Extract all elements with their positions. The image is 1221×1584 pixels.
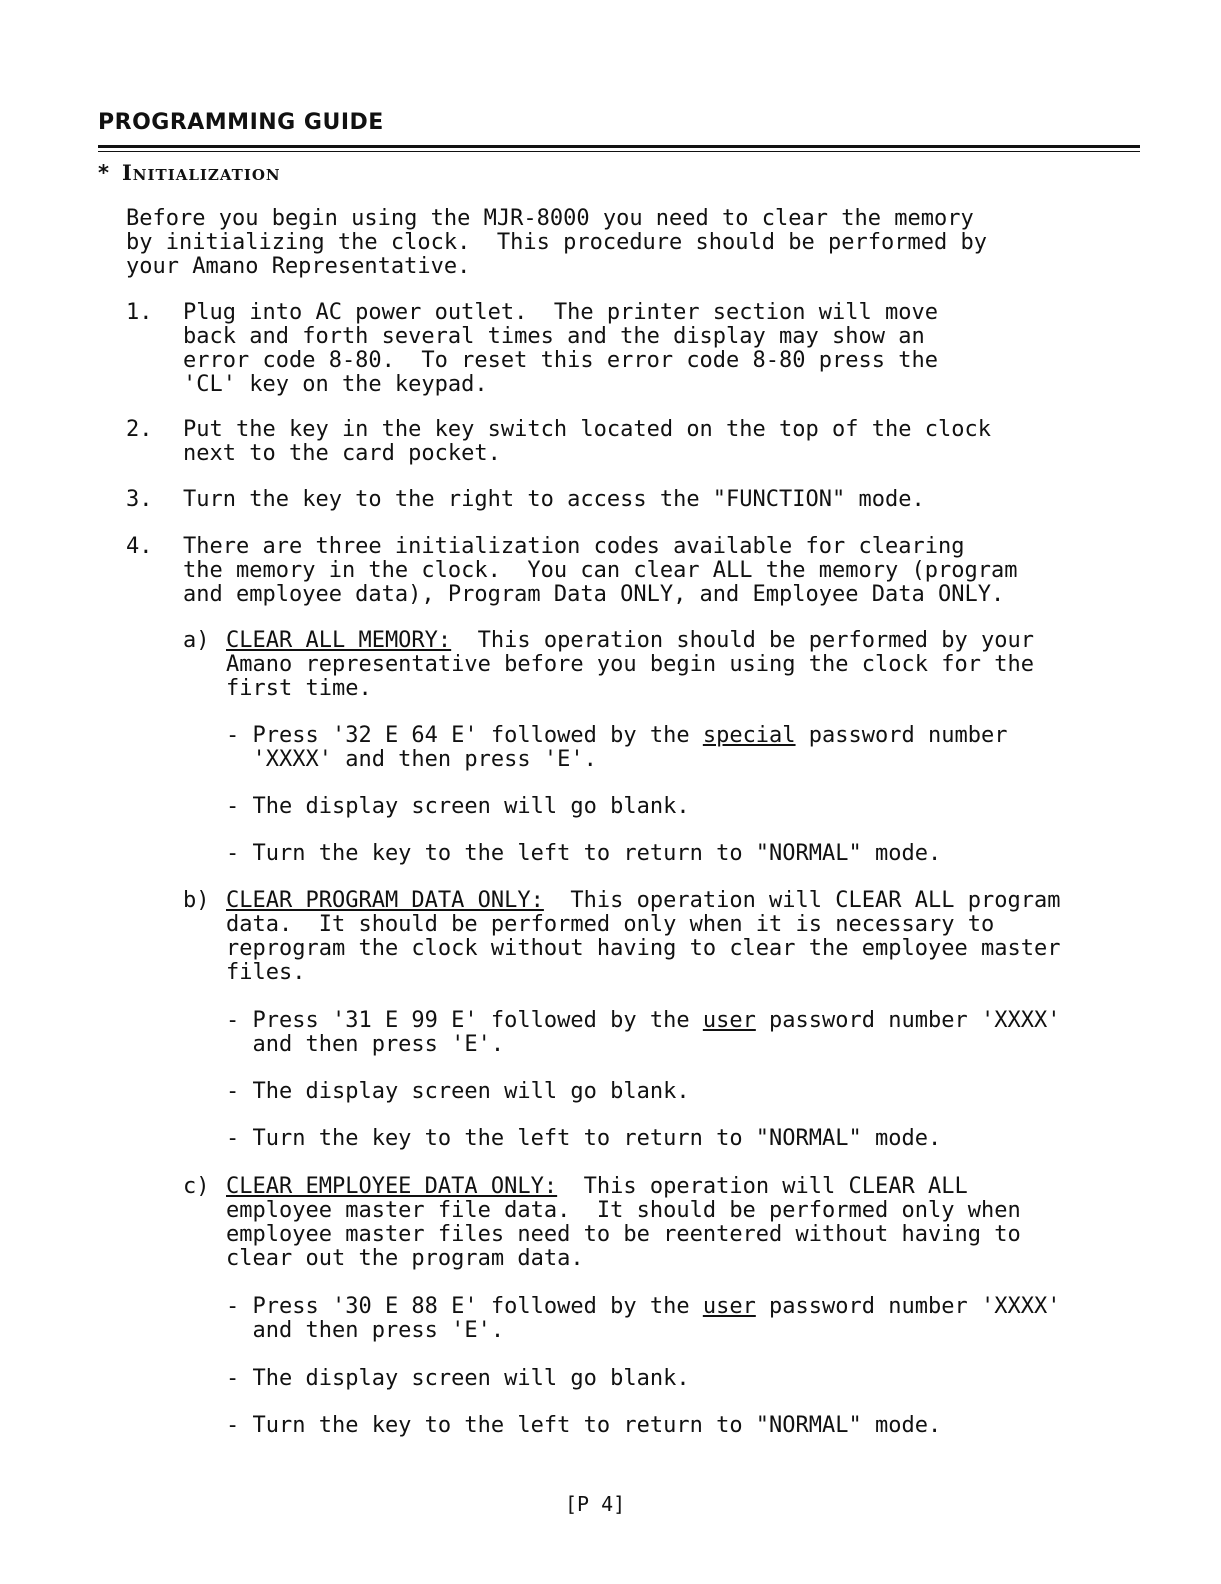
section-heading — [98, 160, 281, 185]
step-1-text — [183, 301, 938, 397]
step-line: and employee data), Program Data ONLY, and Employee Data ONLY. — [183, 582, 1005, 607]
intro-line: Before you begin using the MJR-8000 you need to clear the memory — [126, 206, 974, 231]
option-a-text — [226, 629, 1034, 701]
press-text: password number 'XXXX' — [755, 1294, 1061, 1319]
option-line: clear out the program data. — [226, 1246, 584, 1271]
press-text: password number 'XXXX' — [755, 1008, 1061, 1033]
option-line: first time. — [226, 676, 372, 701]
option-line: employee master files need to be reentered without having to — [226, 1222, 1021, 1247]
step-number: 2. — [126, 417, 153, 442]
page-number: [P 4] — [565, 1492, 626, 1516]
option-letter: c) — [183, 1174, 210, 1199]
step-line: There are three initialization codes available for clearing — [183, 534, 965, 559]
step-line: error code 8-80. To reset this error code 8-80 press the — [183, 348, 938, 373]
option-b-turn: - Turn the key to the left to return to "NORMAL" mode. — [226, 1126, 942, 1151]
step-number: 3. — [126, 487, 153, 512]
step-3-text — [183, 488, 925, 512]
press-text: 'XXXX' and then press 'E'. — [226, 747, 597, 772]
header-rule-thick — [98, 145, 1140, 148]
intro-line: your Amano Representative. — [126, 254, 471, 279]
option-line: employee master file data. It should be performed only when — [226, 1198, 1021, 1223]
option-line: Amano representative before you begin using the clock for the — [226, 652, 1034, 677]
intro-paragraph — [126, 207, 987, 279]
step-line: next to the card pocket. — [183, 441, 501, 466]
option-b-blank: - The display screen will go blank. — [226, 1079, 690, 1104]
press-text: and then press 'E'. — [226, 1318, 505, 1343]
option-first-line: This operation should be performed by your — [451, 628, 1034, 653]
step-line: Turn the key to the right to access the "FUNCTION" mode. — [183, 487, 925, 512]
password-type: user — [702, 1008, 756, 1033]
option-a-turn: - Turn the key to the left to return to "NORMAL" mode. — [226, 841, 942, 866]
press-text: - Press '31 E 99 E' followed by the — [226, 1008, 703, 1033]
option-first-line: This operation will CLEAR ALL program — [543, 888, 1061, 913]
password-type: special — [702, 723, 796, 748]
press-text: - Press '30 E 88 E' followed by the — [226, 1294, 703, 1319]
option-line: files. — [226, 960, 306, 985]
step-line: Plug into AC power outlet. The printer section will move — [183, 300, 938, 325]
option-first-line: This operation will CLEAR ALL — [557, 1174, 968, 1199]
option-c-press — [226, 1295, 1060, 1343]
press-text: and then press 'E'. — [226, 1032, 505, 1057]
password-type: user — [702, 1294, 756, 1319]
option-a-blank: - The display screen will go blank. — [226, 794, 690, 819]
option-b-press — [226, 1009, 1060, 1057]
option-letter: a) — [183, 628, 210, 653]
option-heading: CLEAR ALL MEMORY: — [226, 628, 452, 653]
section-title: Initialization — [121, 160, 281, 185]
option-a-press — [226, 724, 1007, 772]
step-line: 'CL' key on the keypad. — [183, 372, 488, 397]
step-line: the memory in the clock. You can clear ALL the memory (program — [183, 558, 1018, 583]
step-number: 1. — [126, 300, 153, 325]
intro-line: by initializing the clock. This procedure should be performed by — [126, 230, 987, 255]
step-line: back and forth several times and the display may show an — [183, 324, 925, 349]
header-rule-thin — [98, 151, 1140, 152]
option-heading: CLEAR EMPLOYEE DATA ONLY: — [226, 1174, 558, 1199]
option-line: reprogram the clock without having to clear the employee master — [226, 936, 1061, 961]
step-2-text — [183, 418, 991, 466]
step-4-text — [183, 535, 1017, 607]
option-letter: b) — [183, 888, 210, 913]
option-c-blank: - The display screen will go blank. — [226, 1366, 690, 1391]
option-c-turn: - Turn the key to the left to return to "NORMAL" mode. — [226, 1413, 942, 1438]
step-line: Put the key in the key switch located on the top of the clock — [183, 417, 991, 442]
press-text: password number — [795, 723, 1008, 748]
option-c-text — [226, 1175, 1021, 1271]
option-line: data. It should be performed only when it is necessary to — [226, 912, 995, 937]
press-text: - Press '32 E 64 E' followed by the — [226, 723, 703, 748]
option-b-text — [226, 889, 1060, 985]
option-heading: CLEAR PROGRAM DATA ONLY: — [226, 888, 544, 913]
bullet-star: * — [98, 161, 110, 185]
page-header: PROGRAMMING GUIDE — [98, 110, 384, 135]
step-number: 4. — [126, 534, 153, 559]
